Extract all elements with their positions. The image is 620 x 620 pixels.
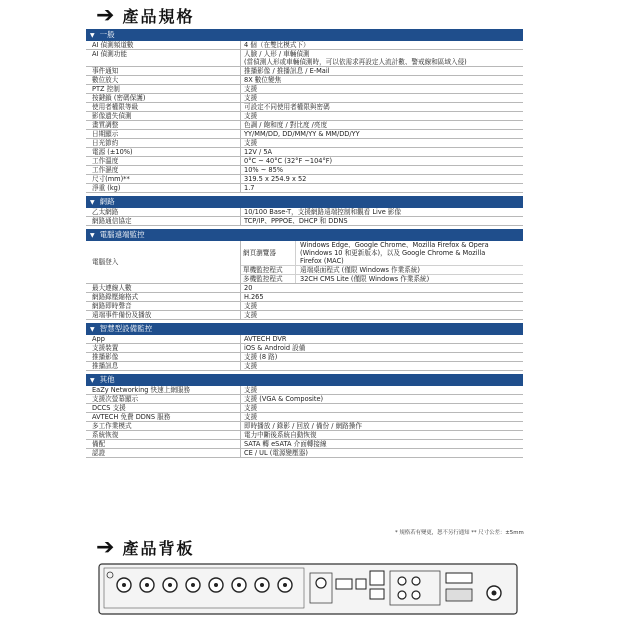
spec-value: 支援 [240,404,523,412]
triangle-down-icon: ▼ [90,377,95,384]
spec-value: H.265 [240,293,523,301]
spec-value: 12V / 5A [240,148,523,156]
spec-label: 淨重 (kg) [92,184,121,192]
spec-label: 備配 [92,440,106,448]
spec-value: iOS & Android 設備 [240,344,523,352]
spec-label: 數位放大 [92,76,119,84]
spec-row [86,50,523,67]
spec-label: 工作溫度 [92,157,119,165]
spec-value: 0°C ~ 40°C (32°F ~104°F) [240,157,523,165]
triangle-down-icon: ▼ [90,199,95,206]
spec-row [86,440,523,449]
spec-value: 人臉 / 人形 / 車輛偵測 (當偵測人形或車輛偵測時，可以依需求再設定人流計數、警戒線和區域入侵) [240,50,523,66]
spec-label: 日光節約 [92,139,119,147]
spec-value: 支援 [240,302,523,310]
triangle-down-icon: ▼ [90,232,95,239]
spec-row [86,404,523,413]
spec-label: DCCS 支援 [92,404,126,412]
spec-row [86,157,523,166]
spec-row [86,41,523,50]
spec-label: 工作濕度 [92,166,119,174]
spec-label: PTZ 控制 [92,85,120,93]
sub-spec-row [241,275,523,283]
spec-value: 支援 [240,94,523,102]
spec-label: 事件通知 [92,67,119,75]
spec-value: 支援 [240,311,523,319]
sub-spec-group [240,241,523,283]
spec-value: 4 個（在雙比模式下） [240,41,523,49]
spec-label: 網路錄壓縮格式 [92,293,139,301]
spec-row [86,67,523,76]
spec-label: 電源 (±10%) [92,148,133,156]
spec-label: 網路即時聲音 [92,302,132,310]
spec-label: 推播影像 [92,353,119,361]
spec-row [86,217,523,226]
spec-value: AVTECH DVR [240,335,523,343]
triangle-down-icon: ▼ [90,326,95,333]
back-panel-heading [96,536,194,559]
spec-row [86,148,523,157]
sub-spec-label: 多機監控程式 [243,275,283,283]
section-header [86,374,523,386]
spec-value: 8X 數位變焦 [240,76,523,84]
section-header [86,196,523,208]
spec-row [86,184,523,193]
spec-row [86,175,523,184]
spec-label: 按鍵鎖 (密碼保護) [92,94,146,102]
spec-row [86,94,523,103]
sub-spec-value: 遠端桌面程式 (僅限 Windows 作業系統) [295,266,523,274]
sub-spec-label: 網頁瀏覽器 [243,249,276,257]
spec-label: 影像遺失偵測 [92,112,132,120]
section-header [86,29,523,41]
spec-value: 支援 [240,413,523,421]
spec-row [86,422,523,431]
sub-spec-value: 32CH CMS Lite (僅限 Windows 作業系統) [295,275,523,283]
spec-value: YY/MM/DD, DD/MM/YY & MM/DD/YY [240,130,523,138]
spec-value: 可設定不同使用者權限與密碼 [240,103,523,111]
spec-value: 色調 / 飽和度 / 對比度 /亮度 [240,121,523,129]
spec-value: 10/100 Base-T，支援網路遠端控制和觀看 Live 影像 [240,208,523,216]
spec-row [86,311,523,320]
section-header [86,229,523,241]
spec-row [86,293,523,302]
spec-label: 使用者權限等級 [92,103,139,111]
section-header [86,323,523,335]
spec-row [86,76,523,85]
spec-value: 10% ~ 85% [240,166,523,174]
spec-label: 日期顯示 [92,130,119,138]
spec-row [86,166,523,175]
spec-value: 1.7 [240,184,523,192]
sub-spec-value: Windows Edge、Google Chrome、Mozilla Firefox & Opera (Windows 10 和更新版本)，以及 Google Chrome & Mozilla Firefox (MAC) [295,241,523,265]
spec-value: 319.5 x 254.9 x 52 [240,175,523,183]
spec-value: 支援 [240,362,523,370]
spec-label: EaZy Networking 快速上網服務 [92,386,191,394]
spec-row [86,284,523,293]
spec-label: 網路通信協定 [92,217,132,225]
spec-row [86,335,523,344]
sub-spec-label: 單機監控程式 [243,266,283,274]
section-title: 一般 [99,30,115,39]
section-title: 智慧型設備監控 [99,324,153,333]
sub-spec-row [241,241,523,266]
section-title: 電腦遠端監控 [99,230,145,239]
spec-row [86,103,523,112]
spec-label: 最大連線人數 [92,284,132,292]
spec-label: 尺寸(mm)** [92,175,130,183]
spec-row [86,413,523,422]
spec-value: 支援 (VGA & Composite) [240,395,523,403]
spec-label: AI 偵測功能 [92,50,127,58]
spec-value: TCP/IP、PPPOE、DHCP 和 DDNS [240,217,523,225]
rear-panel-image [98,563,518,615]
spec-label: App [92,335,105,343]
spec-row [86,112,523,121]
spec-value: SATA 轉 eSATA 介面轉接線 [240,440,523,448]
spec-row [86,353,523,362]
spec-row [86,344,523,353]
spec-row [86,208,523,217]
arrow-right-icon: ➔ [96,534,115,560]
spec-label: 遠端事件備份及播放 [92,311,152,319]
spec-label: 乙太網路 [92,208,119,216]
spec-row [86,241,523,284]
spec-row [86,85,523,94]
spec-value: 支援 (8 路) [240,353,523,361]
spec-label: 推播訊息 [92,362,119,370]
footnote: * 規格若有變更，恕不另行通知 ** 尺寸公差：±5mm [395,530,524,536]
spec-value: 支援 [240,386,523,394]
spec-row [86,386,523,395]
spec-row [86,139,523,148]
arrow-right-icon: ➔ [96,2,115,28]
spec-value: 推播影像 / 推播訊息 / E-Mail [240,67,523,75]
spec-label: 認證 [92,449,106,457]
sub-spec-row [241,266,523,275]
spec-row [86,395,523,404]
spec-value: CE / UL (電源變壓器) [240,449,523,457]
spec-label: AI 偵測頻道數 [92,41,134,49]
back-panel-title: 產品背板 [122,539,195,558]
spec-label: 系統恢復 [92,431,119,439]
spec-row [86,362,523,371]
section-title: 網路 [99,197,115,206]
spec-row [86,302,523,311]
spec-row [86,431,523,440]
section-title: 其他 [99,375,115,384]
spec-row [86,449,523,458]
spec-label: 支援裝置 [92,344,119,352]
spec-label: 多工作業模式 [92,422,132,430]
spec-value: 支援 [240,139,523,147]
spec-row [86,121,523,130]
spec-label: 電腦登入 [92,258,119,266]
spec-row [86,130,523,139]
spec-table [86,29,523,458]
spec-title: 產品規格 [122,7,195,26]
spec-value: 即時播放 / 錄影 / 回放 / 備份 / 網路操作 [240,422,523,430]
spec-value: 電力中斷後系統自動恢復 [240,431,523,439]
spec-value: 支援 [240,112,523,120]
spec-label: 支援次螢幕顯示 [92,395,139,403]
spec-heading [96,4,194,27]
spec-value: 支援 [240,85,523,93]
spec-label: 畫質調整 [92,121,119,129]
spec-label: AVTECH 免費 DDNS 服務 [92,413,171,421]
spec-value: 20 [240,284,523,292]
triangle-down-icon: ▼ [90,32,95,39]
